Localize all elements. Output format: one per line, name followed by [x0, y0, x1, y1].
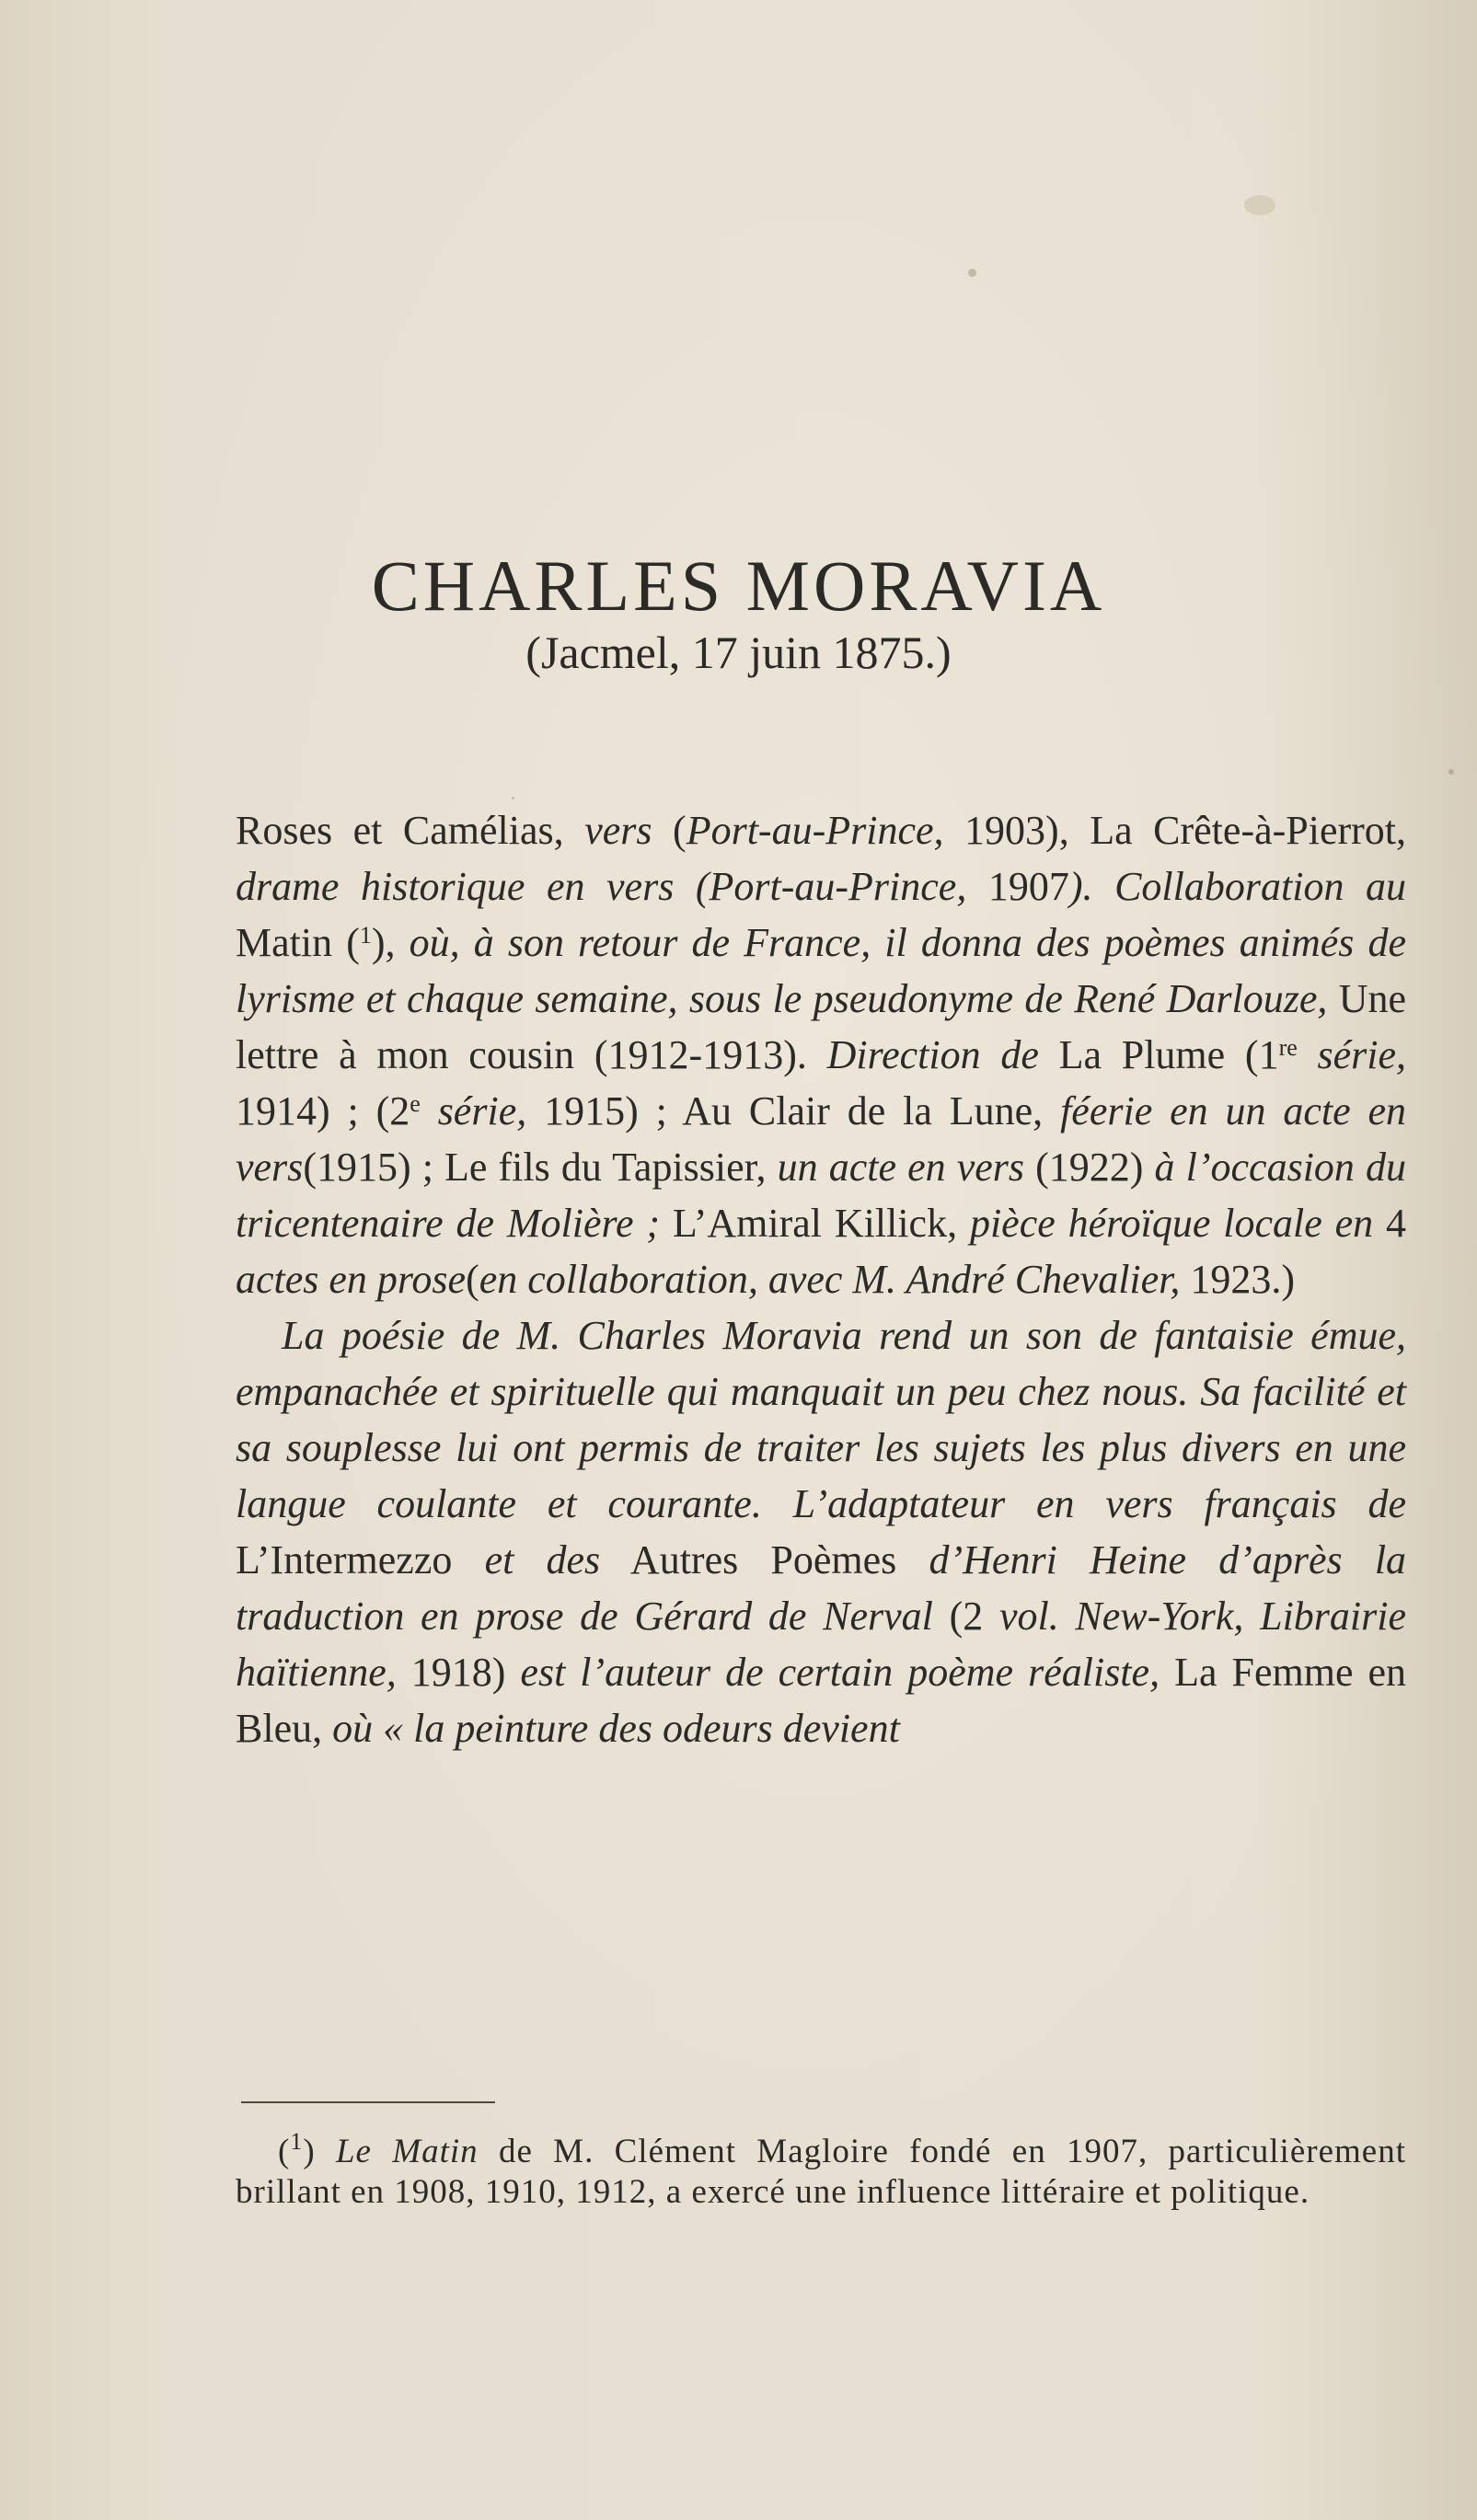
body-text-italic: La poésie de M. Charles Moravia rend un son de fantaisie émue, empanachée et spirituelle qui manquait un peu chez nous. Sa facilité et sa souplesse lui ont permis de traiter les sujets les plus divers en une langue coulante et courante. L’adaptateur en vers français de	[236, 1313, 1406, 1526]
paper-speck	[512, 797, 514, 800]
body-text-italic: drame historique en vers (Port-au-Prince,	[236, 864, 967, 909]
paper-speck	[968, 269, 976, 277]
body-text-italic: et des	[484, 1537, 601, 1582]
body-text-italic: à l’occasion du tricentenaire de Molière ;	[236, 1145, 1407, 1246]
body-text-span: 1915) ; Au Clair de la Lune,	[544, 1088, 1044, 1133]
body-text-span: (2	[949, 1594, 984, 1639]
footnote-text: de M. Clément Magloire fondé en 1907, particulièrement brillant en 1908, 1910, 1912, a exercé une influence littéraire et politique.	[236, 2133, 1406, 2211]
footnote-marker: 1	[290, 2128, 304, 2155]
paper-speck	[1448, 769, 1454, 775]
body-text-span: L’Amiral Killick,	[672, 1201, 958, 1246]
body-text-italic: où, à son retour de France, il donna des poèmes animés de lyrisme et chaque semaine, sous le pseudonyme de René Darlouze,	[236, 920, 1407, 1021]
body-text-span: 4	[1386, 1201, 1407, 1246]
body-text-italic: pièce héroïque locale en	[969, 1201, 1374, 1246]
footnote: ($^1$) Le Matin de M. Clément Magloire fondé en 1907, particulièrement brillant en 1908, 1910, 1912, a exercé une influence littéraire et politique.	[236, 2128, 1406, 2211]
body-text-italic: série,	[437, 1088, 527, 1133]
body-text-span: Autres Poèmes	[629, 1537, 897, 1582]
body-text-italic: un acte en vers	[777, 1145, 1025, 1190]
body-text-span: Une lettre à mon cousin (1912-1913).	[236, 976, 1406, 1077]
body-text-span: (	[466, 1257, 479, 1302]
body-text-italic: vol. New-York, Librairie haïtienne,	[236, 1594, 1407, 1695]
body-text-italic: série,	[1317, 1032, 1407, 1077]
body-text-span: Matin	[236, 920, 333, 965]
body-text-span: La Femme en Bleu,	[236, 1650, 1407, 1751]
body-text-italic: Direction de	[826, 1032, 1039, 1077]
commentary-paragraph	[236, 1307, 1406, 1756]
body-text-italic: actes en prose	[236, 1257, 467, 1302]
body-text-span: 1923.)	[1190, 1257, 1296, 1302]
page-subtitle: (Jacmel, 17 juin 1875.)	[525, 627, 952, 678]
body-text-span: (1922)	[1035, 1145, 1144, 1190]
paper-speck	[1244, 195, 1275, 215]
superscript: e	[410, 1090, 421, 1117]
body-text-italic: en collaboration, avec M. André Chevalier,	[479, 1257, 1181, 1302]
body-text-italic: ). Collaboration au	[1068, 864, 1406, 909]
body-text-span: 1914) ; (2	[236, 1088, 410, 1133]
body-text-span: (	[673, 808, 687, 853]
body-text-italic: vers	[584, 808, 652, 853]
body-text-italic: où « la peinture des odeurs devient	[332, 1706, 900, 1751]
body-text-span: (1915) ; Le fils du Tapissier,	[303, 1145, 767, 1190]
body-text-span: (	[346, 920, 360, 965]
bibliography-paragraph	[236, 802, 1406, 1307]
body-text-italic: Port-au-Prince,	[686, 808, 944, 853]
page-title: CHARLES MORAVIA	[371, 546, 1106, 627]
superscript: re	[1278, 1034, 1298, 1061]
body-text-span: Roses et Camélias,	[236, 808, 564, 853]
footnote-italic: Le Matin	[335, 2133, 479, 2170]
footnote-divider	[241, 2101, 495, 2103]
body-text-span: ),	[371, 920, 396, 965]
body-text-italic: est l’auteur de certain poème réaliste,	[520, 1650, 1160, 1695]
body-text-span: 1903), La Crête-à-Pierrot,	[964, 808, 1407, 853]
body-text-span: 1918)	[410, 1650, 506, 1695]
body-text	[236, 802, 1406, 1756]
body-text-italic: féerie en un acte en vers	[236, 1088, 1407, 1190]
body-text-span: 1907	[987, 864, 1069, 909]
body-text-italic: d’Henri Heine d’après la traduction en prose de Gérard de Nerval	[236, 1537, 1407, 1639]
body-text-span: L’Intermezzo	[236, 1537, 453, 1582]
body-text-span: La Plume (1	[1058, 1032, 1279, 1077]
footnote-reference: 1	[359, 922, 372, 949]
